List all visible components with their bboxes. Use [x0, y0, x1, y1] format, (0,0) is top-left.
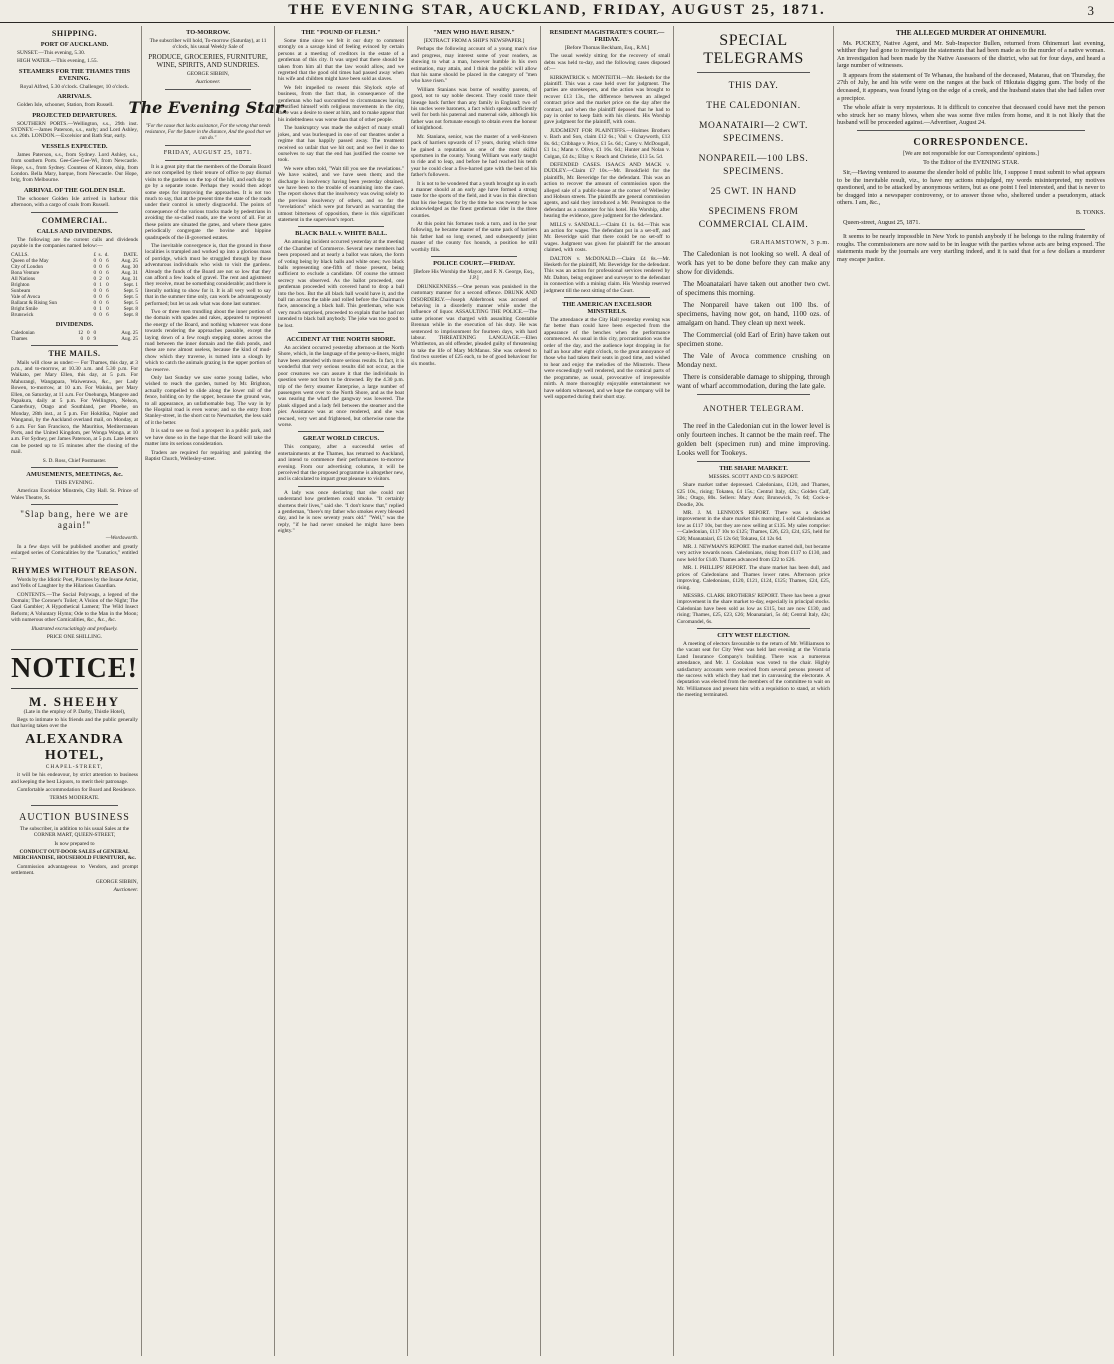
proprietor-name: M. SHEEHY	[29, 693, 120, 709]
mails-text: Mails will close as under:— For Thames, this day, at 3 p.m., and to-morrow, at 10.30 a.m. and 5.30 p.m. For Waikato, per Mary Ellen, this day, at 5 p.m. For Mahurangi, Wangapara, Waiwerawa, &c., per Lady Bowen, to-morrow, at 10 a.m. For Waiuku, per Mary Ellen, on Saturday, at 11 a.m. For Onehunga, Mangere and Papakura, daily at 5 p.m. For Wellington, Nelson, Canterbury, Otago and Southland, per Phoebe, on Monday, 28th inst., at 5 p.m. For Hokitika, Napier and Wanganui, by the Auckland overland mail, on Monday, at 6 a.m. For San Francisco, the Mauritius, Mediterranean Ports, and the United Kingdom, per Wonga Wonga, at 10 a.m. For Sydney, per James Paterson, at 5 p.m. Late letters can be posted up to 15 minutes after the closing of the mail.	[11, 359, 138, 456]
amusements-line1: THIS EVENING.	[55, 480, 94, 486]
commercial-heading: COMMERCIAL.	[41, 215, 108, 225]
table-cell: Aug. 31	[121, 269, 138, 276]
motto: "For the cause that lacks assistance, For the wrong that needs resistance, For the future in the distance, And the good that we can do."	[145, 124, 271, 142]
column-5	[540, 26, 673, 1356]
minstrels-heading: THE AMERICAN EXCELSIOR MINSTRELS.	[562, 301, 652, 316]
divider	[697, 394, 810, 395]
table-cell: 0	[93, 263, 97, 270]
table-cell: Bona Venture	[11, 269, 40, 276]
pound-paragraph: Some time since we felt it our duty to comment strongly on a savage kind of feeling evinced by certain persons at a meeting of creditors in the estate of a gentleman of this city. It was urged that there should be taken from him all that the law would allow, and we regretted that the good old times had passed away when his wife and children might have been sold as slaves.	[278, 38, 404, 83]
table-cell: Thames	[11, 335, 28, 342]
men-risen-paragraph: Perhaps the following account of a young man's rise and progress, may interest some of your readers, as showing to what a man, however humble in his own estimation, may attain, and I think the public will allow that his name should be placed in the category of "men who have risen."	[411, 46, 537, 85]
steamers-heading: STEAMERS FOR THE THAMES THIS EVENING.	[18, 67, 131, 82]
divider	[564, 297, 650, 298]
letter1-text: Sir,—Having ventured to assume the slender hold of public life, I suppose I must submit to what appears to be the inevitable result, viz., to have my actions misjudged, my words misinterpreted, my motives questioned, and to be attacked by anonymous writers, but as one point I feel interested, and that is never to be dragged into a newspaper controversy, or to answer those who, sheltered under a pseudonym, attack others. I am, &c.,	[837, 169, 1105, 207]
leader-paragraph: Two or three men trundling about the inner portion of the domain with spades and rakes, appeared to represent the energy of the Board, and nothing whatever was done towards rendering the approaches passable, except the laying down of a few rough stepping stones across the road between the inner domain and the dish ponds, and these are now almost useless, because the kind of mud-chow which they traverse, is turned into a slough by which to catch the animals grazing in the upper portion of the reserve.	[145, 308, 271, 373]
leader-paragraph: Only last Sunday we saw some young ladies, who wished to reach the garden, turned by Mr. Brighton, actually compelled to slide along the lower rail of the fence, holding on by the upper, because the ground was, to all appearance, an unfathomable bog. The way in by the Hospital road is even worse; and so the entry from Stanley-street, in the short cut to Newmarket, the less said of it the better.	[145, 375, 271, 426]
newspaper-columns	[8, 26, 1108, 1356]
auction-sig-role: Auctioneer.	[113, 887, 138, 893]
murder-paragraph: Ms. PUCKEY, Native Agent, and Mr. Sub-Inspector Bullen, returned from Ohinemuri last evening, whither they had gone to investigate the statements that had been made as to the murder of a native woman. An investigation had been made by the Native Assessors of the district, who sat for four days, and heard a large number of witnesses.	[837, 39, 1105, 70]
table-cell: 6	[106, 311, 109, 318]
telegrams-hand: 25 CWT. IN HAND	[710, 187, 797, 197]
table-cell: 6	[106, 269, 109, 276]
table-cell: 0	[93, 269, 97, 276]
divider	[697, 461, 810, 462]
editorial-date: FRIDAY, AUGUST 25, 1871.	[163, 149, 253, 157]
letter1-date: Queen-street, August 25, 1871.	[843, 218, 920, 226]
table-cell: Sept. 8	[123, 305, 138, 312]
police-sub: [Before His Worship the Mayor, and F. N. George, Esq., J.P.]	[413, 269, 535, 282]
shipping-heading: SHIPPING.	[51, 29, 98, 38]
table-cell: 12	[77, 329, 84, 336]
dividends-heading: DIVIDENDS.	[55, 320, 94, 328]
table-cell: 6	[106, 299, 109, 306]
table-cell: Aug. 31	[121, 275, 138, 282]
auction-sig: GEORGE SIBBIN,	[95, 878, 138, 885]
correspondence-sub: [We are not responsible for our Correspondents' opinions.]	[903, 151, 1039, 158]
telegram-paragraph: The Nonpareil have taken out 100 lbs. of specimens, having now got, on hand, 1100 ozs. of amalgam on hand. They clean up next week.	[677, 301, 830, 327]
telegrams-moanataiari: MOANATAIRI—2 CWT. SPECIMENS.	[698, 121, 808, 144]
calls-col-head: DATE.	[123, 251, 138, 258]
pound-paragraph: We felt impelled to resent this Shylock style of business, from the fact that, in consequence of the gentleman who had succumbed to circumstances having identified himself with religious movements in the city, there was a desire to sneer at him, and to make appear that his indebtedness was worse than that of other people.	[278, 84, 404, 123]
share-heading: THE SHARE MARKET.	[719, 465, 788, 472]
hotel-name: ALEXANDRA HOTEL,	[25, 731, 124, 763]
page-number: 3	[1087, 3, 1094, 18]
men-risen-paragraph: It is not to be wondered that a youth brought up in such a manner should at an early age have formed a strong taste for the sports of the field, and it was in this direction that his rise began; for by the time he was twenty he was acknowledged as the finest gentleman rider in the three counties.	[411, 180, 537, 219]
arrivals-text: Golden Isle, schooner, Station, from Russell.	[17, 102, 114, 109]
circus-heading: GREAT WORLD CIRCUS.	[302, 435, 380, 443]
calls-col-head: £	[93, 251, 97, 258]
table-cell: 6	[106, 263, 109, 270]
table-cell: 0	[99, 299, 102, 306]
column-4	[407, 26, 540, 1356]
divider	[165, 160, 251, 161]
table-cell: 0	[99, 263, 102, 270]
proprietor-prev: (Late in the employ of P. Darby, Thistle Hotel),	[23, 708, 126, 715]
share-paragraph: MR. I. PHILLIPS' REPORT. The share market has been dull, and prices of Caledonians and Thames lower rates. Afternoon price improving. Caledonians, £120, £121, £124, £125; Thames, £24, £25, rising.	[677, 565, 830, 591]
slap-bang-attrib: —Wordsworth.	[105, 535, 138, 542]
men-risen-heading: "MEN WHO HAVE RISEN."	[433, 29, 515, 36]
auction-prep: Is now prepared to	[54, 840, 95, 847]
slap-bang-quote: "Slap bang, here we are again!"	[20, 509, 129, 531]
notice-heading: NOTICE!	[11, 649, 138, 689]
divider	[31, 805, 118, 806]
circus-text: This company, after a successful series of entertainments at the Thames, has returned to Auckland, and intend to commence their performances to-morrow evening. From our advertising columns, it will be perceived that the proposed programme is altogether new, and is calculated to impart great pleasure to visitors.	[278, 444, 404, 483]
table-cell: 0	[106, 305, 109, 312]
table-cell: 0	[99, 257, 102, 264]
column-6	[673, 26, 833, 1356]
table-cell: 0	[93, 281, 97, 288]
departures-heading: PROJECTED DEPARTURES.	[32, 111, 117, 119]
golden-isle-text: The schooner Golden Isle arrived in harbour this afternoon, with a cargo of coals from Russell.	[11, 195, 138, 209]
table-cell: 0	[87, 335, 90, 342]
calls-intro: The following are the current calls and dividends payable in the companies named below:—	[11, 236, 138, 250]
auction-body: The subscriber, in addition to his usual Sales at the CORNER MART, QUEEN-STREET,	[19, 825, 130, 839]
divider	[165, 145, 251, 146]
table-cell: 0	[93, 287, 97, 294]
table-cell: Vale of Avoca	[11, 293, 40, 300]
evening-star-logo	[128, 94, 288, 122]
telegram-paragraph: The Vale of Avoca commence crushing on Monday next.	[677, 352, 830, 369]
telegrams-heading: SPECIAL TELEGRAMS	[703, 32, 804, 67]
murder-body	[837, 40, 1105, 128]
table-cell: 0	[93, 305, 97, 312]
divider	[857, 130, 1085, 131]
expected-heading: VESSELS EXPECTED.	[41, 142, 108, 150]
rhymes-price: PRICE ONE SHILLING.	[46, 634, 103, 641]
correspondence-heading: CORRESPONDENCE.	[913, 137, 1029, 149]
table-cell: Aug. 30	[121, 263, 138, 270]
leader-paragraph: Traders are required for repairing and painting the Baptist Church, Wellesley-street.	[145, 449, 271, 462]
table-row	[11, 312, 138, 318]
rhymes-title: RHYMES WITHOUT REASON.	[11, 565, 138, 575]
divider	[31, 504, 118, 505]
tomorrow-sig-role: Auctioneer.	[195, 79, 221, 86]
departures-text: SOUTHERN PORTS.—Wellington, s.s., 29th inst. SYDNEY.—James Paterson, s.s., early; and Lord Ashley, s.s. 26th. LONDON.—Excelsior and Bath Star, early.	[11, 120, 138, 140]
auction-comm: Commission advantageous to Vendors, and prompt settlement.	[11, 863, 138, 877]
letter2-text: It seems to be nearly impossible in New York to punish anybody if he belongs to the ruling fraternity of roughs. The commissioners are now said to be in league with the parties whose acts are being exposed. The statements made by the journals are very startling indeed, and it is said that for a few dollars a murderer may escape justice.	[837, 233, 1105, 263]
arrivals-heading: ARRIVALS.	[57, 93, 92, 101]
table-cell: Brighton	[11, 281, 30, 288]
table-cell: 0	[93, 311, 97, 318]
table-cell: Ballarat & Rising Sun	[11, 299, 57, 306]
rhymes-contents: CONTENTS.—The Social Polywags, a legend of the Domain; The Coroner's Toilet; A Vision of the Night; The Gaol Gambler; A Hypothetical Lament; The Wild Insect Reform; A Voluntary Hymn; Ode to the Man in the Moon; with numerous other Comicalities, &c., &c., &c.	[11, 591, 138, 624]
calls-table	[11, 252, 138, 318]
pound-heading: THE "POUND OF FLESH."	[301, 29, 381, 36]
column-8	[833, 26, 1108, 1356]
divider	[697, 72, 810, 73]
mails-heading: THE MAILS.	[48, 348, 101, 358]
table-cell: 0	[80, 335, 84, 342]
men-risen-paragraph: William Stanians was borne of wealthy parents, of good, not to say noble descent. They could trace their lineage back further than any family in England; two of his uncles were baronets, a fact which speaks sufficiently well for both his paternal and maternal side, although his father was not fortunate enough to obtain even the honour of knighthood.	[411, 86, 537, 132]
table-cell: 0	[106, 275, 109, 282]
blackball-text: An amusing incident occurred yesterday at the meeting of the Chamber of Commerce. Several new members had been proposed and at nearly a ballot was taken, the form of voting being by black balls and white ones; two black balls representing one-fifth of those present, being sufficient to exclude a candidate. Of course the utmost secrecy was observed. As the ballot proceeded, one gentleman proceeded with covered hand to drop a ball into the box. But the all black ball would have it, and the ball ran across the table and rolled before the Chairman's face, announcing a black ball. This gentleman, who was very much surprised, proceeded to explain that he had not intended to black ball anybody. The joke was too good to be lost.	[278, 239, 404, 329]
high-water: HIGH WATER.—This evening, 1.55.	[17, 58, 98, 65]
police-heading: POLICE COURT.—FRIDAY.	[433, 260, 515, 267]
pound-paragraph: We were often told, "Wait till you see the revelations." We have waited, and we have seen them; and the discharge in insolvency having been yesterday obtained, we have been to the trouble of examining into the case. The report shows that the insolvency was owing solely to the previous insolvency of others, and so far the "revelations" which were put forward as warranting the utmost bitterness of opposition, there is this significant statement in the supervisor's report.	[278, 165, 404, 223]
divider	[298, 486, 384, 487]
logo-text: The Evening Star.	[128, 97, 288, 117]
telegram-paragraph: The Caledonian is not looking so well. A deal of work has yet to be done before they can make any show for dividends.	[677, 250, 830, 276]
table-cell: 1	[99, 281, 102, 288]
table-cell: 0	[106, 281, 109, 288]
slap-bang-body: In a few days will be published another and greatly enlarged series of Comicalities by the "Lunatics," entitled—	[11, 543, 138, 563]
table-cell: All Nations	[11, 275, 36, 282]
share-paragraph: MR. J. M. LENNOX'S REPORT. There was a decided improvement in the share market this morning. I sold Caledonians as low as £117 10s, but they are now selling at £135. My sales comprise:—Caledonian, £117 10s to £125; Thames, £26, £23, £24, £25, held for £26; Moanataiari, £5 12s 6d; Tokatea, £4 12s 6d.	[677, 510, 830, 542]
resident-sub: [Before Thomas Beckham, Esq., R.M.]	[564, 45, 650, 51]
table-cell: Caledonian	[11, 329, 35, 336]
leader-paragraph: It is sad to see so foul a prospect in a public park, and we have done so in the hope that the Board will take the matter into its serious consideration.	[145, 428, 271, 448]
auction-heading: AUCTION BUSINESS	[19, 811, 130, 823]
city-west-text: A meeting of electors favourable to the return of Mr. Williamson to the vacant seat for City West was held last evening at the Victoria Land Insurance Company's building. There was a numerous attendance, and Mr. J. Coolahan was voted to the chair. Highly satisfactory accounts were received from several persons present of the success with which they had met in canvassing the electorate. A deputation was elected from the members of the committee to wait on Mr. Williamson and present him with a requisition to stand, at which the meeting terminated.	[677, 640, 830, 699]
table-cell: Sunbeam	[11, 287, 31, 294]
tomorrow-sig: GEORGE SIBBIN,	[186, 70, 230, 77]
letter1-to: To the Editor of the EVENING STAR.	[923, 159, 1019, 167]
police-text: DRUNKENNESS.—One person was punished in the customary manner for a second offence. DRUNK AND DISORDERLY.—Joseph Alderbrook was accused of behaving in a disorderly manner while under the influence of liquor. ASSAULTING THE POLICE.—The same prisoner was charged with assaulting Constable Brennan while in the execution of his duty. He was sentenced to imprisonment for fourteen days, with hard labour. THREATENING LANGUAGE.—Ellen Whittleston, an old offender, pleaded guilty of threatening to take the life of Mary McManus. She was ordered to find two sureties of £25 each, to be of good behaviour for six months.	[411, 283, 537, 367]
table-cell: Sept. 8	[123, 311, 138, 318]
divider	[31, 212, 118, 213]
table-cell: Sept. 5	[123, 287, 138, 294]
telegrams-this-day: THIS DAY.	[728, 81, 779, 91]
table-cell: Aug. 25	[121, 257, 138, 264]
dividends-table	[11, 330, 138, 342]
table-cell: City of London	[11, 263, 43, 270]
table-cell: 6	[106, 293, 109, 300]
accident-heading: ACCIDENT AT THE NORTH SHORE.	[286, 336, 396, 344]
divider	[31, 345, 118, 346]
table-cell: Aug. 25	[121, 329, 138, 336]
divider	[431, 256, 517, 257]
column-1	[8, 26, 141, 1356]
resident-paragraph: The usual weekly sitting for the recovery of small debts was held to-day, and the following cases disposed of:—	[544, 53, 670, 73]
amusements-line2: American Excelsior Minstrels, City Hall. St. Prince of Wales Theatre, St.	[11, 488, 138, 501]
resident-heading: RESIDENT MAGISTRATE'S COURT.—FRIDAY.	[549, 29, 665, 43]
steamers-text: Royal Alfred, 5.30 o'clock. Challenger, 10 o'clock.	[19, 83, 130, 90]
tomorrow-produce: PRODUCE, GROCERIES, FURNITURE, WINE, SPIRITS, AND SUNDRIES.	[148, 52, 268, 69]
leader-paragraph: It is a great pity that the members of the Domain Board are not compelled by their tenure of office to pay diurnal visits to the gardens on the top of the hill, and each day to go by a separate route. Perhaps they would then adopt some steps for improving the approaches. It is not too much to say, that at the present time the state of the roads under their control is utterly disgraceful. The points of consequence of the various tracks made by pedestrians in avoiding the so-called roads, are the worst of all. For at these points are situated the gates, and where these gates periodically congregate the bovine and hippine quadrupeds of the ill-governed estates.	[145, 164, 271, 241]
tomorrow-body: The subscriber will hold, To-morrow (Saturday), at 11 o'clock, his usual Weekly Sale of	[149, 38, 267, 51]
murder-paragraph: The whole affair is very mysterious. It is difficult to conceive that deceased could have met the person who struck her so many blows, when she was some five miles from home, and it is not likely that the husband will be proceeded against.—Advertiser, August 24.	[837, 104, 1105, 127]
rhymes-illus: Illustrated excruciatingly and profusely.	[31, 625, 118, 632]
table-cell: 0	[99, 293, 102, 300]
rhymes-desc: Words by the Idiotic Poet, Pictures by the Insane Artist, and Yells of Laughter by the Hilarious Guardian.	[11, 576, 138, 590]
share-paragraph: MR. J. NEWMAN'S REPORT. The market started dull, but became very active towards noon. Caledonians, rising from £117 to £130, and now held for £140. Thames advanced from £22 to £26.	[677, 544, 830, 563]
telegrams-body	[677, 250, 830, 391]
table-cell: 0	[87, 329, 90, 336]
table-cell: 0	[99, 311, 102, 318]
table-cell: Bright Smile	[11, 305, 38, 312]
amusements-heading: AMUSEMENTS, MEETINGS, &c.	[26, 471, 123, 478]
resident-paragraph: MILLS v. SANDALL.—Claim £1 1s. 6d.—This was an action for wages. The defendant put in a set-off, and Mr. Beveridge said that there could be no set-off to wages. Judgment was given for plaintiff for the amount claimed, with costs.	[544, 221, 670, 254]
another-telegram-heading: ANOTHER TELEGRAM.	[702, 403, 805, 413]
lady-anecdote: A lady was once declaring that she could not understand how gentlemen could smoke. "It certainly shortens their lives," said she. "I don't know that," replied a gentleman, "there's my father who smokes every blessed day, and he is now seventy years old." "Well," was the reply, "if he had never smoked he might have been eighty."	[278, 489, 404, 535]
murder-heading: THE ALLEGED MURDER AT OHINEMURI.	[895, 28, 1047, 37]
city-west-heading: CITY WEST ELECTION.	[717, 631, 790, 639]
divider	[31, 467, 118, 468]
table-cell: Sept. 5	[123, 299, 138, 306]
notice-body2: it will be his endeavour, by strict attention to business and keeping the best Liquors, to merit their patronage.	[11, 772, 138, 785]
correspondence-body	[837, 159, 1105, 263]
table-cell: Sept. 5	[123, 293, 138, 300]
resident-paragraph: DEFENDED CASES. ISAACS AND MACK v. DUDLEY.—Claim £7 10s.—Mr. Brookfield for the plaintiffs, Mr. Beveridge for the defendant. This was an action to recover the amount of commission upon the alleged sale of a public-house at the corner of Wellesley and Hobson streets. The plaintiffs are general commission agents, and said they introduced a Mr. Pennington to the defendant as a customer for his hotel. His Worship, after hearing the evidence, gave judgment for the defendant.	[544, 161, 670, 220]
share-paragraph: MESSRS. CLARK BROTHERS' REPORT. There has been a great improvement in the share market to-day, especially in principal stocks. Caledonian have been sold as low as £115, but are now £130, and rising; Thames, £25, £23, £26; Moanataiari, 5s 4d; Central Italy, 42s; Coromandel, 6s.	[677, 592, 830, 625]
table-cell: Queen of the May	[11, 257, 49, 264]
notice-accom: Comfortable accommodation for Board and Residence.	[17, 786, 137, 793]
minstrels-text: The attendance at the City Hall yesterday evening was far better than could have been expected from the appearance of the benches when the performance commenced. As usual in this city, procrastination was the order of the day, and the audience kept dropping in for half an hour after eight o'clock, to the great annoyance of those who had taken their seats in good time, and wished to hear and enjoy the melodies of the Minstrels. These were exceedingly well rendered, and the comical parts of the programme, as usual, provocative of irrepressible mirth. A more thoroughly enjoyable entertainment we have seldom witnessed, and we hope the company will be well supported during their short stay.	[544, 317, 670, 400]
men-risen-paragraph: At this point his fortunes took a turn, and in the year following, he became master of the same pack of harriers his father had so long owned, and subsequently joint master of the county fox hounds, a position he still worthily fills.	[411, 220, 537, 253]
resident-paragraph: DALTON v. McDONALD.—Claim £4 8s.—Mr. Hesketh for the plaintiff, Mr. Beveridge for the defendant. This was an action for professional services rendered by Mr. Dalton, being engineer and surveyor to the defendant in connection with a mining claim. His Worship reserved judgment till the next sitting of the Court.	[544, 255, 670, 294]
calls-heading: CALLS AND DIVIDENDS.	[36, 227, 113, 235]
auction-conduct: CONDUCT OUT-DOOR SALES of GENERAL MERCHANDISE, HOUSEHOLD FURNITURE, &c.	[13, 848, 136, 862]
telegrams-nonpareil: NONPAREIL—100 LBS. SPECIMENS.	[698, 154, 809, 177]
share-sub: MESSRS. SCOTT AND CO.'S REPORT.	[708, 474, 799, 480]
calls-body	[11, 258, 138, 318]
men-risen-sub: [EXTRACT FROM A SHIP'S NEWSPAPER.]	[423, 38, 525, 44]
table-cell: Sept. 1	[123, 281, 138, 288]
dividends-body	[11, 330, 138, 342]
calls-col-head: s.	[98, 251, 102, 258]
divider	[857, 229, 1085, 230]
column-3	[274, 26, 407, 1356]
share-paragraph: Share market rather depressed. Caledonians, £120, and Thames, £25 10s., rising; Tokatea, £4 15s.; Central Italy, 42s.; Golden Calf, 30s.; Otago, 80s. Sellers: Mary Ann; Brunswick, 7s 6d; Cock-a-Doodle, 20s.	[677, 482, 830, 508]
table-row	[11, 336, 138, 342]
telegrams-specimens: SPECIMENS FROM COMMERCIAL CLAIM.	[698, 207, 809, 230]
divider	[165, 89, 251, 90]
table-cell: 0	[99, 269, 102, 276]
golden-isle-heading: ARRIVAL OF THE GOLDEN ISLE.	[24, 186, 125, 194]
divider	[298, 431, 384, 432]
expected-text: James Paterson, s.s., from Sydney. Lord Ashley, s.s., from southern Ports. Gee-Gee-Gee-Wi, from Newcastle. Hope, s.s., from Sydney. Countess of Kintore, ship, from London. Bella Mary, barque, from Newcastle. Our Hope, brig, from Melbourne.	[11, 151, 138, 184]
newspaper-title: THE EVENING STAR, AUCKLAND, FRIDAY, AUGUST 25, 1871.	[288, 2, 826, 18]
pound-paragraph: The bankruptcy was made the subject of many small jokes, and was burlesqued in one of our theatres under a regime that has happily passed away. The treatment received so unfair that we hit out; and we feel it due to ourselves to say that the end has justified the course we took.	[278, 125, 404, 164]
table-cell: 6	[106, 257, 109, 264]
murder-paragraph: It appears from the statement of Te Whanau, the husband of the deceased, Matarau, that on Thursday, the 27th of July, he and his wife were on the ranges at the back of Hikutaia digging gum. The body of the deceased, it appears, was found lying on the edge of a creek, and the husband states that she had fallen over a precipice.	[837, 71, 1105, 102]
table-cell: 1	[99, 305, 102, 312]
leader-paragraph: The inevitable convergence is, that the ground in those localities is trampled and worked up into a glorious mass of porridge, which must be struggled through by those adventurous individuals who wish to visit the gardens. Already the funds of the Board are not so low that they can afford a few loads of gravel. The rent and agistment they receive, must be something considerable; and there is literally nothing to show for it. It is all very well to say that in the summer time only, can work be advantageously performed; but let us ask what was done last summer.	[145, 242, 271, 307]
resident-paragraph: KIRKPATRICK v. MONTEITH.—Mr. Hesketh for the plaintiff. This was a case held over for judgment. The parties are storekeepers, and the action was brought to recover £13 13s., the difference between an alleged contract price and the market price on the day after the contract, and when the plaintiff deposed that he had to pay in order to keep faith with his clients. His Worship gave judgment for the plaintiff, with costs.	[544, 74, 670, 126]
tomorrow-heading: TO-MORROW.	[186, 29, 230, 36]
notice-body: Begs to intimate to his friends and the public generally that having taken over the	[11, 716, 138, 730]
table-cell: 2	[99, 275, 102, 282]
divider	[298, 332, 384, 333]
table-cell: 0	[93, 257, 97, 264]
divider	[298, 226, 384, 227]
table-cell: 0	[93, 293, 97, 300]
hotel-street: CHAPEL-STREET,	[45, 763, 104, 770]
masthead	[0, 0, 1114, 23]
accident-text: An accident occurred yesterday afternoon at the North Shore, which, in the language of the penny-a-liners, might have been attended with more serious results. In fact, it is wonderful that very serious results did not occur, as the poor creatures we can assure it that the individuals in question were not born to be drowned. By the 4.30 p.m. trip of the ferry steamer Enterprise, a large number of passengers went over to the North Shore, and as the boat was nearing the wharf the gangway was lowered. The plank slipped and a lady fell between the steamer and the pier. Assistance was at once rendered, and she was rescued, very wet and frightened, but otherwise none the worse.	[278, 345, 404, 428]
men-risen-paragraph: Mr. Stanians, senior, was the master of a well-known pack of harriers upwards of 17 years, during which time he gained a reputation as one of the most skilful sportsmen in the county. Young William was early taught to ride and to leap, and before he had reached his tenth year he could clear a five-barred gate with the best of his father's followers.	[411, 133, 537, 179]
telegrams-caledonian: THE CALEDONIAN.	[706, 101, 801, 111]
divider	[697, 628, 810, 629]
mails-signed: S. D. Ross, Chief Postmaster.	[42, 457, 107, 464]
another-telegram-body	[677, 422, 830, 458]
table-cell: Brunswick	[11, 311, 34, 318]
telegram-paragraph: There is considerable damage to shipping, through want of wharf accommodation, during the late gale.	[677, 373, 830, 390]
blackball-heading: BLACK BALL v. WHITE BALL.	[295, 230, 387, 238]
calls-col-head: d.	[104, 251, 109, 258]
table-cell: 0	[93, 299, 97, 306]
calls-col-head: CALLS.	[11, 251, 29, 258]
another-telegram-text: The reef in the Caledonian cut in the lower level is only fourteen inches. It cannot be the main reef. The golden belt (specimen run) and mine improving. Looks well for Tookeys.	[677, 422, 830, 457]
sunset: SUNSET.—This evening, 5.30.	[17, 50, 86, 56]
notice-terms: TERMS MODERATE.	[49, 795, 100, 802]
telegrams-place: GRAHAMSTOWN, 3 p.m.	[750, 239, 830, 246]
table-cell: 6	[106, 287, 109, 294]
telegram-paragraph: The Commercial (old Earl of Erin) have taken out specimen stone.	[677, 331, 830, 348]
resident-paragraph: JUDGMENT FOR PLAINTIFFS.—Holmes Brothers v. Bach and Son, claim £12 6s.; Vail v. Chayworth, £13 8s. 6d.; Cribbage v. Price, £1 5s. 6d.; Carey v. McDougall, £1 1s.; Mann v. Olive, £1 16s. 6d.; Hunter and Nolan v. Colgan, £4 4s.; Ellay v. Reach and Christie, £13 5s. 5d.	[544, 127, 670, 160]
table-cell: 0	[93, 275, 97, 282]
letter1-sig: B. TONKS.	[1075, 209, 1105, 216]
telegram-paragraph: The Moanataiari have taken out another two cwt. of specimens this morning.	[677, 280, 830, 297]
logo-blackletter-graphic	[128, 94, 288, 120]
leader-article	[145, 164, 271, 462]
table-cell: 0	[99, 287, 102, 294]
port-heading: PORT OF AUCKLAND.	[40, 41, 109, 48]
table-cell: 9	[93, 335, 97, 342]
table-cell: 0	[93, 329, 97, 336]
table-cell: Aug. 25	[121, 335, 138, 342]
